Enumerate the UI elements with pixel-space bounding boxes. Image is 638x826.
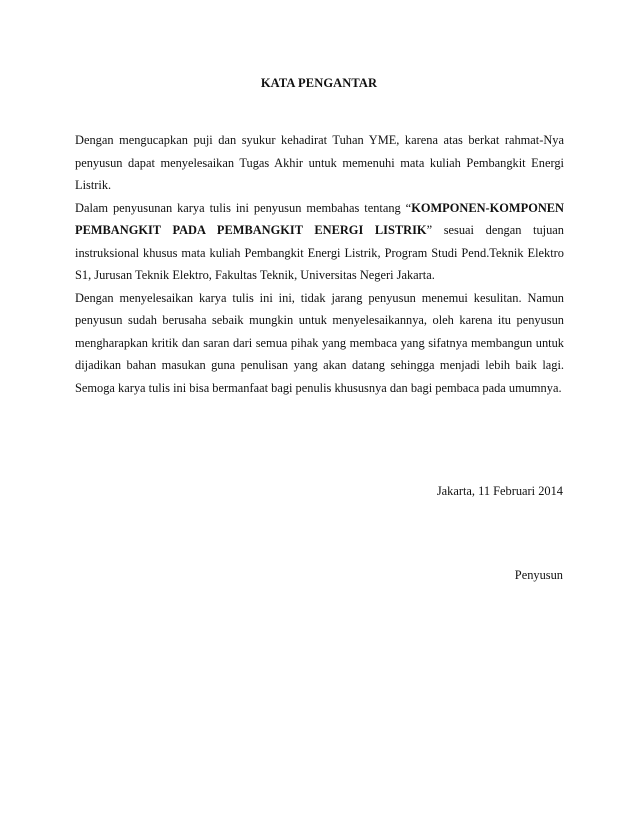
paragraph-closing: Dengan menyelesaikan karya tulis ini ini, tidak jarang penyusun menemui kesulitan. Namun penyusun sudah berusaha sebaik mungkin untuk menyelesaikannya, oleh karena itu penyusun mengharapkan kritik dan saran dari semua pihak yang membaca yang sifatnya membangun untuk dijadikan bahan masukan guna penulisan yang akan datang sehingga menjadi lebih baik lagi. Semoga karya tulis ini bisa bermanfaat bagi penulis khususnya dan bagi pembaca pada umumnya. [75, 290, 564, 395]
topic-context-text: ” sesuai dengan tujuan instruksional khusus mata kuliah Pembangkit Energi Listrik, Program Studi Pend.Teknik Elektro S1, Jurusan Teknik Elektro, Fakultas Teknik, Universitas Negeri Jakarta. [75, 223, 565, 282]
author-signature: Penyusun [514, 568, 563, 582]
topic-title-emphasis: KOMPONEN-KOMPONEN PEMBANGKIT PADA PEMBANGKIT ENERGI LISTRIK [75, 200, 564, 237]
paragraph-opening: Dengan mengucapkan puji dan syukur kehadirat Tuhan YME, karena atas berkat rahmat-Nya penyusun dapat menyelesaikan Tugas Akhir untuk memenuhi mata kuliah Pembangkit Energi Listrik. [75, 133, 564, 192]
topic-intro-text: Dalam penyusunan karya tulis ini penyusun membahas tentang “ [75, 200, 412, 215]
place-date: Jakarta, 11 Februari 2014 [436, 484, 563, 498]
paragraph-topic [75, 197, 564, 287]
body-text [75, 129, 564, 399]
page-title: KATA PENGANTAR [260, 76, 378, 90]
